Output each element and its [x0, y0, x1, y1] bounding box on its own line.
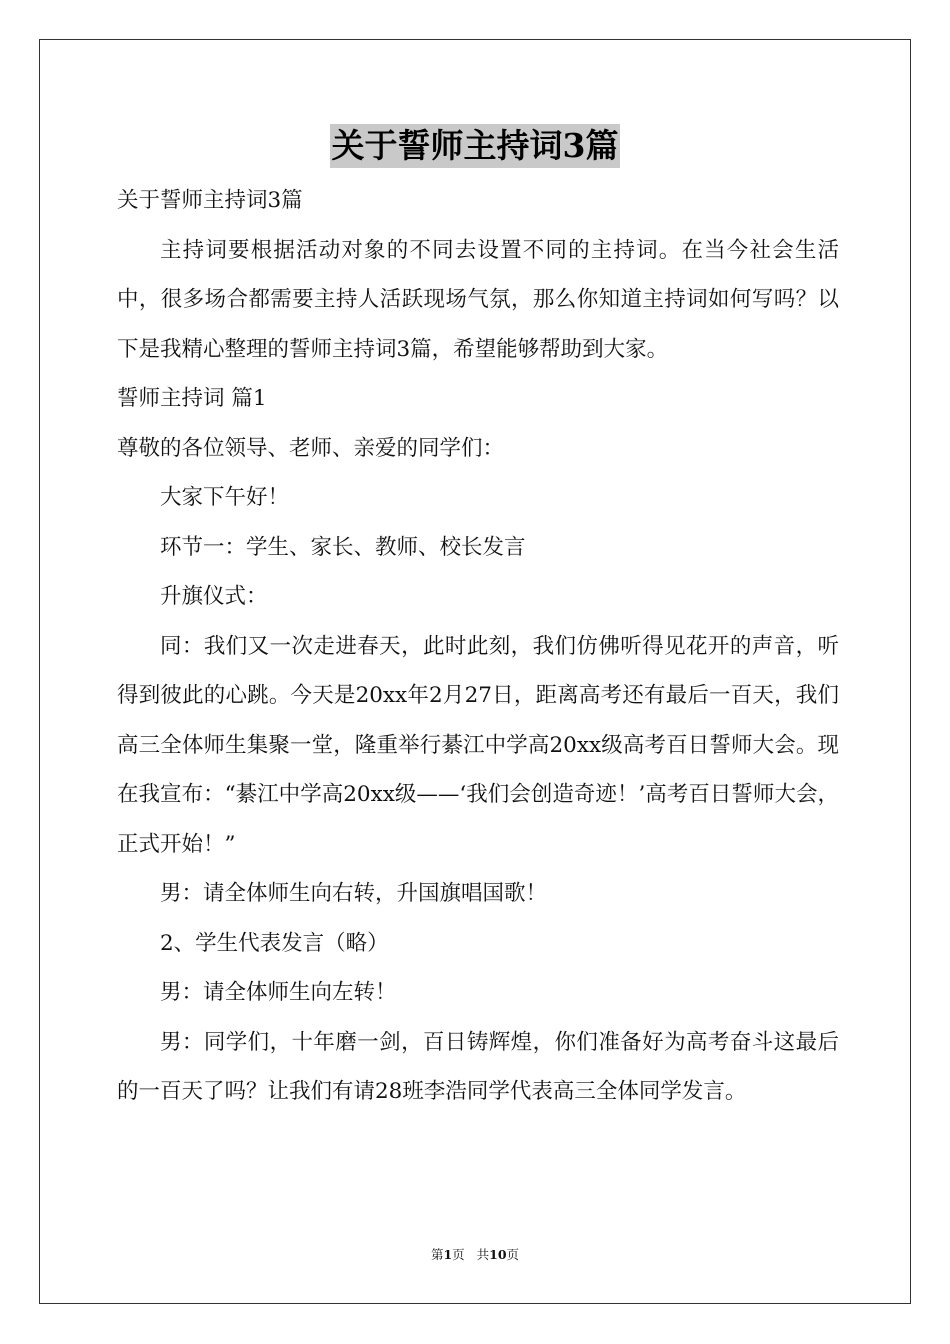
turn-left-paragraph: 男：请全体师生向左转！: [160, 980, 397, 1005]
document-title: 关于誓师主持词3篇: [330, 124, 621, 168]
student-speech-paragraph: 2、学生代表发言（略）: [160, 930, 389, 956]
total-suffix: 页: [506, 1247, 520, 1262]
title-container: [0, 124, 950, 168]
segment-paragraph: 环节一：学生、家长、教师、校长发言: [160, 534, 526, 560]
opening-speech-paragraph: 同：我们又一次走进春天，此时此刻，我们仿佛听得见花开的声音，听得到彼此的心跳。今天是20xx年2月27日，距离高考还有最后一百天，我们高三全体师生集聚一堂，隆重举行綦江中学高20xx级高考百日誓师大会。现在我宣布：“綦江中学高20xx级——‘我们会创造奇迹！’高考百日誓师大会，正式开始！”: [117, 633, 839, 857]
turn-right-paragraph: 男：请全体师生向右转，升国旗唱国歌！: [160, 881, 548, 906]
subtitle-paragraph: 关于誓师主持词3篇: [117, 188, 303, 213]
greeting-paragraph: 大家下午好！: [160, 485, 290, 510]
section-heading: 誓师主持词 篇1: [117, 386, 267, 411]
flag-ceremony-paragraph: 升旗仪式：: [160, 584, 268, 609]
current-page-number: 1: [443, 1247, 453, 1262]
page-prefix: 第: [430, 1247, 444, 1262]
total-prefix: 共: [476, 1247, 490, 1262]
total-pages-number: 10: [489, 1247, 507, 1262]
intro-paragraph: 主持词要根据活动对象的不同去设置不同的主持词。在当今社会生活中，很多场合都需要主持人活跃现场气氛，那么你知道主持词如何写吗？以下是我精心整理的誓师主持词3篇，希望能够帮助到大家。: [117, 237, 839, 362]
salutation-paragraph: 尊敬的各位领导、老师、亲爱的同学们：: [117, 435, 505, 461]
page-footer: [0, 1246, 950, 1264]
page-suffix: 页: [452, 1247, 465, 1262]
invitation-paragraph: 男：同学们，十年磨一剑，百日铸辉煌，你们准备好为高考奋斗这最后的一百天了吗？让我们有请28班李浩同学代表高三全体同学发言。: [117, 1029, 839, 1104]
document-body: [117, 176, 839, 1117]
